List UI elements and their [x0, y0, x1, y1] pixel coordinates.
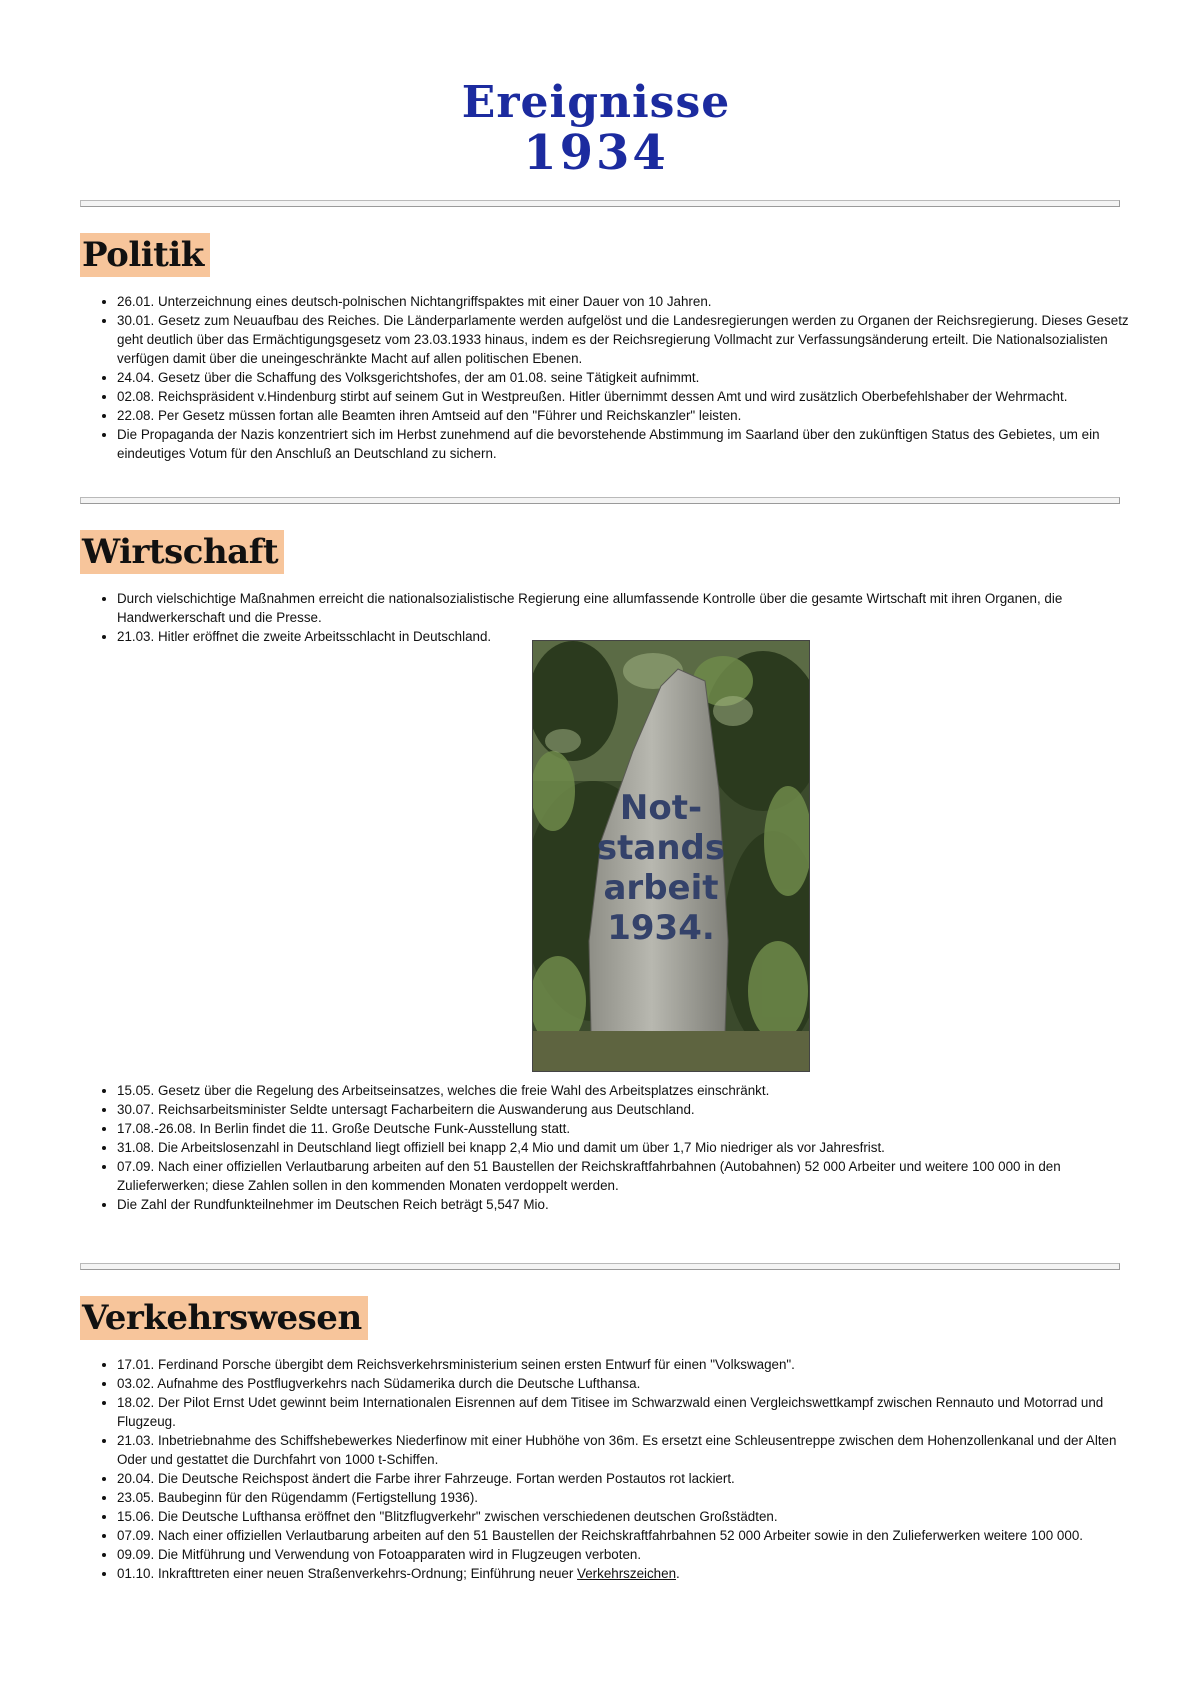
list-item: • 07.09. Nach einer offiziellen Verlautbarung arbeiten auf den 51 Baustellen der Reichskraftfahrbahnen 52 000 Arbeiter sowie in den Zulieferwerken weitere 100 000. — [117, 1526, 1142, 1545]
list-item: • 21.03. Inbetriebnahme des Schiffshebewerkes Niederfinow mit einer Hubhöhe von 36m. Es ersetzt eine Schleusentreppe zwischen dem Hohenzollenkanal und der Alten Oder und gestattet die Durchfahrt von 1000 t-Schiffen. — [117, 1431, 1142, 1469]
list-item: • 15.05. Gesetz über die Regelung des Arbeitseinsatzes, welches die freie Wahl des Arbeitsplatzes einschränkt. — [117, 1081, 1142, 1100]
list-verkehrswesen — [97, 1355, 1142, 1583]
list-item: • 07.09. Nach einer offiziellen Verlautbarung arbeiten auf den 51 Baustellen der Reichskraftfahrbahnen (Autobahnen) 52 000 Arbeiter und weitere 100 000 in den Zulieferwerken; diese Zahlen sollen in den kommenden Monaten verdoppelt werden. — [117, 1157, 1142, 1195]
heading-politik: Politik — [80, 233, 210, 277]
list-item: • 15.06. Die Deutsche Lufthansa eröffnet den "Blitzflugverkehr" zwischen verschiedenen deutschen Großstädten. — [117, 1507, 1142, 1526]
page-title — [0, 77, 1192, 181]
notstandsarbeit-photo — [532, 640, 810, 1072]
stone-inscription-1: Not- — [619, 788, 703, 828]
list-item: • 09.09. Die Mitführung und Verwendung von Fotoapparaten wird in Flugzeugen verboten. — [117, 1545, 1142, 1564]
list-wirtschaft-top — [97, 589, 1142, 646]
list-item — [117, 1564, 1142, 1583]
list-item: • 30.07. Reichsarbeitsminister Seldte untersagt Facharbeitern die Auswanderung aus Deutschland. — [117, 1100, 1142, 1119]
list-item: • 22.08. Per Gesetz müssen fortan alle Beamten ihren Amtseid auf den "Führer und Reichskanzler" leisten. — [117, 406, 1142, 425]
divider — [80, 1263, 1120, 1270]
list-item: • 21.03. Hitler eröffnet die zweite Arbeitsschlacht in Deutschland. — [117, 627, 1142, 646]
list-item: • Durch vielschichtige Maßnahmen erreicht die nationalsozialistische Regierung eine allumfassende Kontrolle über die gesamte Wirtschaft mit ihren Organen, die Handwerkerschaft und die Presse. — [117, 589, 1142, 627]
list-item: • 26.01. Unterzeichnung eines deutsch-polnischen Nichtangriffspaktes mit einer Dauer von 10 Jahren. — [117, 292, 1142, 311]
divider — [80, 497, 1120, 504]
list-politik — [97, 292, 1142, 463]
list-item-text: 01.10. Inkrafttreten einer neuen Straßenverkehrs-Ordnung; Einführung neuer — [117, 1566, 578, 1581]
stone-inscription-2: stands — [596, 828, 726, 868]
list-item: • 30.01. Gesetz zum Neuaufbau des Reiches. Die Länderparlamente werden aufgelöst und die Landesregierungen werden zu Organen der Reichsregierung. Dieses Gesetz geht deutlich über das Ermächtigungsgesetz vom 23.03.1933 hinaus, indem es der Reichsregierung Vollmacht zur Verfassungsänderung erteilt. Die Nationalsozialisten verfügen damit über die uneingeschränkte Macht auf allen politischen Ebenen. — [117, 311, 1142, 368]
list-item: • 31.08. Die Arbeitslosenzahl in Deutschland liegt offiziell bei knapp 2,4 Mio und damit um über 1,7 Mio niedriger als vor Jahresfrist. — [117, 1138, 1142, 1157]
title-line-1: Ereignisse — [461, 77, 731, 128]
list-wirtschaft-bottom — [97, 1081, 1142, 1214]
list-item: • 17.08.-26.08. In Berlin findet die 11. Große Deutsche Funk-Ausstellung statt. — [117, 1119, 1142, 1138]
list-item: • 03.02. Aufnahme des Postflugverkehrs nach Südamerika durch die Deutsche Lufthansa. — [117, 1374, 1142, 1393]
list-item: • 02.08. Reichspräsident v.Hindenburg stirbt auf seinem Gut in Westpreußen. Hitler übernimmt dessen Amt und wird zusätzlich Oberbefehlshaber der Wehrmacht. — [117, 387, 1142, 406]
list-item: • Die Propaganda der Nazis konzentriert sich im Herbst zunehmend auf die bevorstehende Abstimmung im Saarland über den zukünftigen Status des Gebietes, um ein eindeutiges Votum für den Anschluß an Deutschland zu sichern. — [117, 425, 1142, 463]
list-item: • 17.01. Ferdinand Porsche übergibt dem Reichsverkehrsministerium seinen ersten Entwurf für einen "Volkswagen". — [117, 1355, 1142, 1374]
list-item: • 18.02. Der Pilot Ernst Udet gewinnt beim Internationalen Eisrennen auf dem Titisee im Schwarzwald einen Vergleichswettkampf zwischen Rennauto und Motorrad und Flugzeug. — [117, 1393, 1142, 1431]
list-item: • 23.05. Baubeginn für den Rügendamm (Fertigstellung 1936). — [117, 1488, 1142, 1507]
divider — [80, 200, 1120, 207]
list-item: • 20.04. Die Deutsche Reichspost ändert die Farbe ihrer Fahrzeuge. Fortan werden Postautos rot lackiert. — [117, 1469, 1142, 1488]
heading-verkehrswesen: Verkehrswesen — [80, 1296, 368, 1340]
stone-inscription-3: arbeit — [603, 868, 719, 908]
heading-wirtschaft: Wirtschaft — [80, 530, 284, 574]
list-item: • 24.04. Gesetz über die Schaffung des Volksgerichtshofes, der am 01.08. seine Tätigkeit aufnimmt. — [117, 368, 1142, 387]
list-item: • Die Zahl der Rundfunkteilnehmer im Deutschen Reich beträgt 5,547 Mio. — [117, 1195, 1142, 1214]
stone-inscription-4: 1934. — [607, 908, 715, 948]
title-line-2: 1934 — [523, 125, 669, 181]
verkehrszeichen-link[interactable]: Verkehrszeichen — [577, 1566, 677, 1581]
list-item-end: . — [676, 1566, 680, 1581]
